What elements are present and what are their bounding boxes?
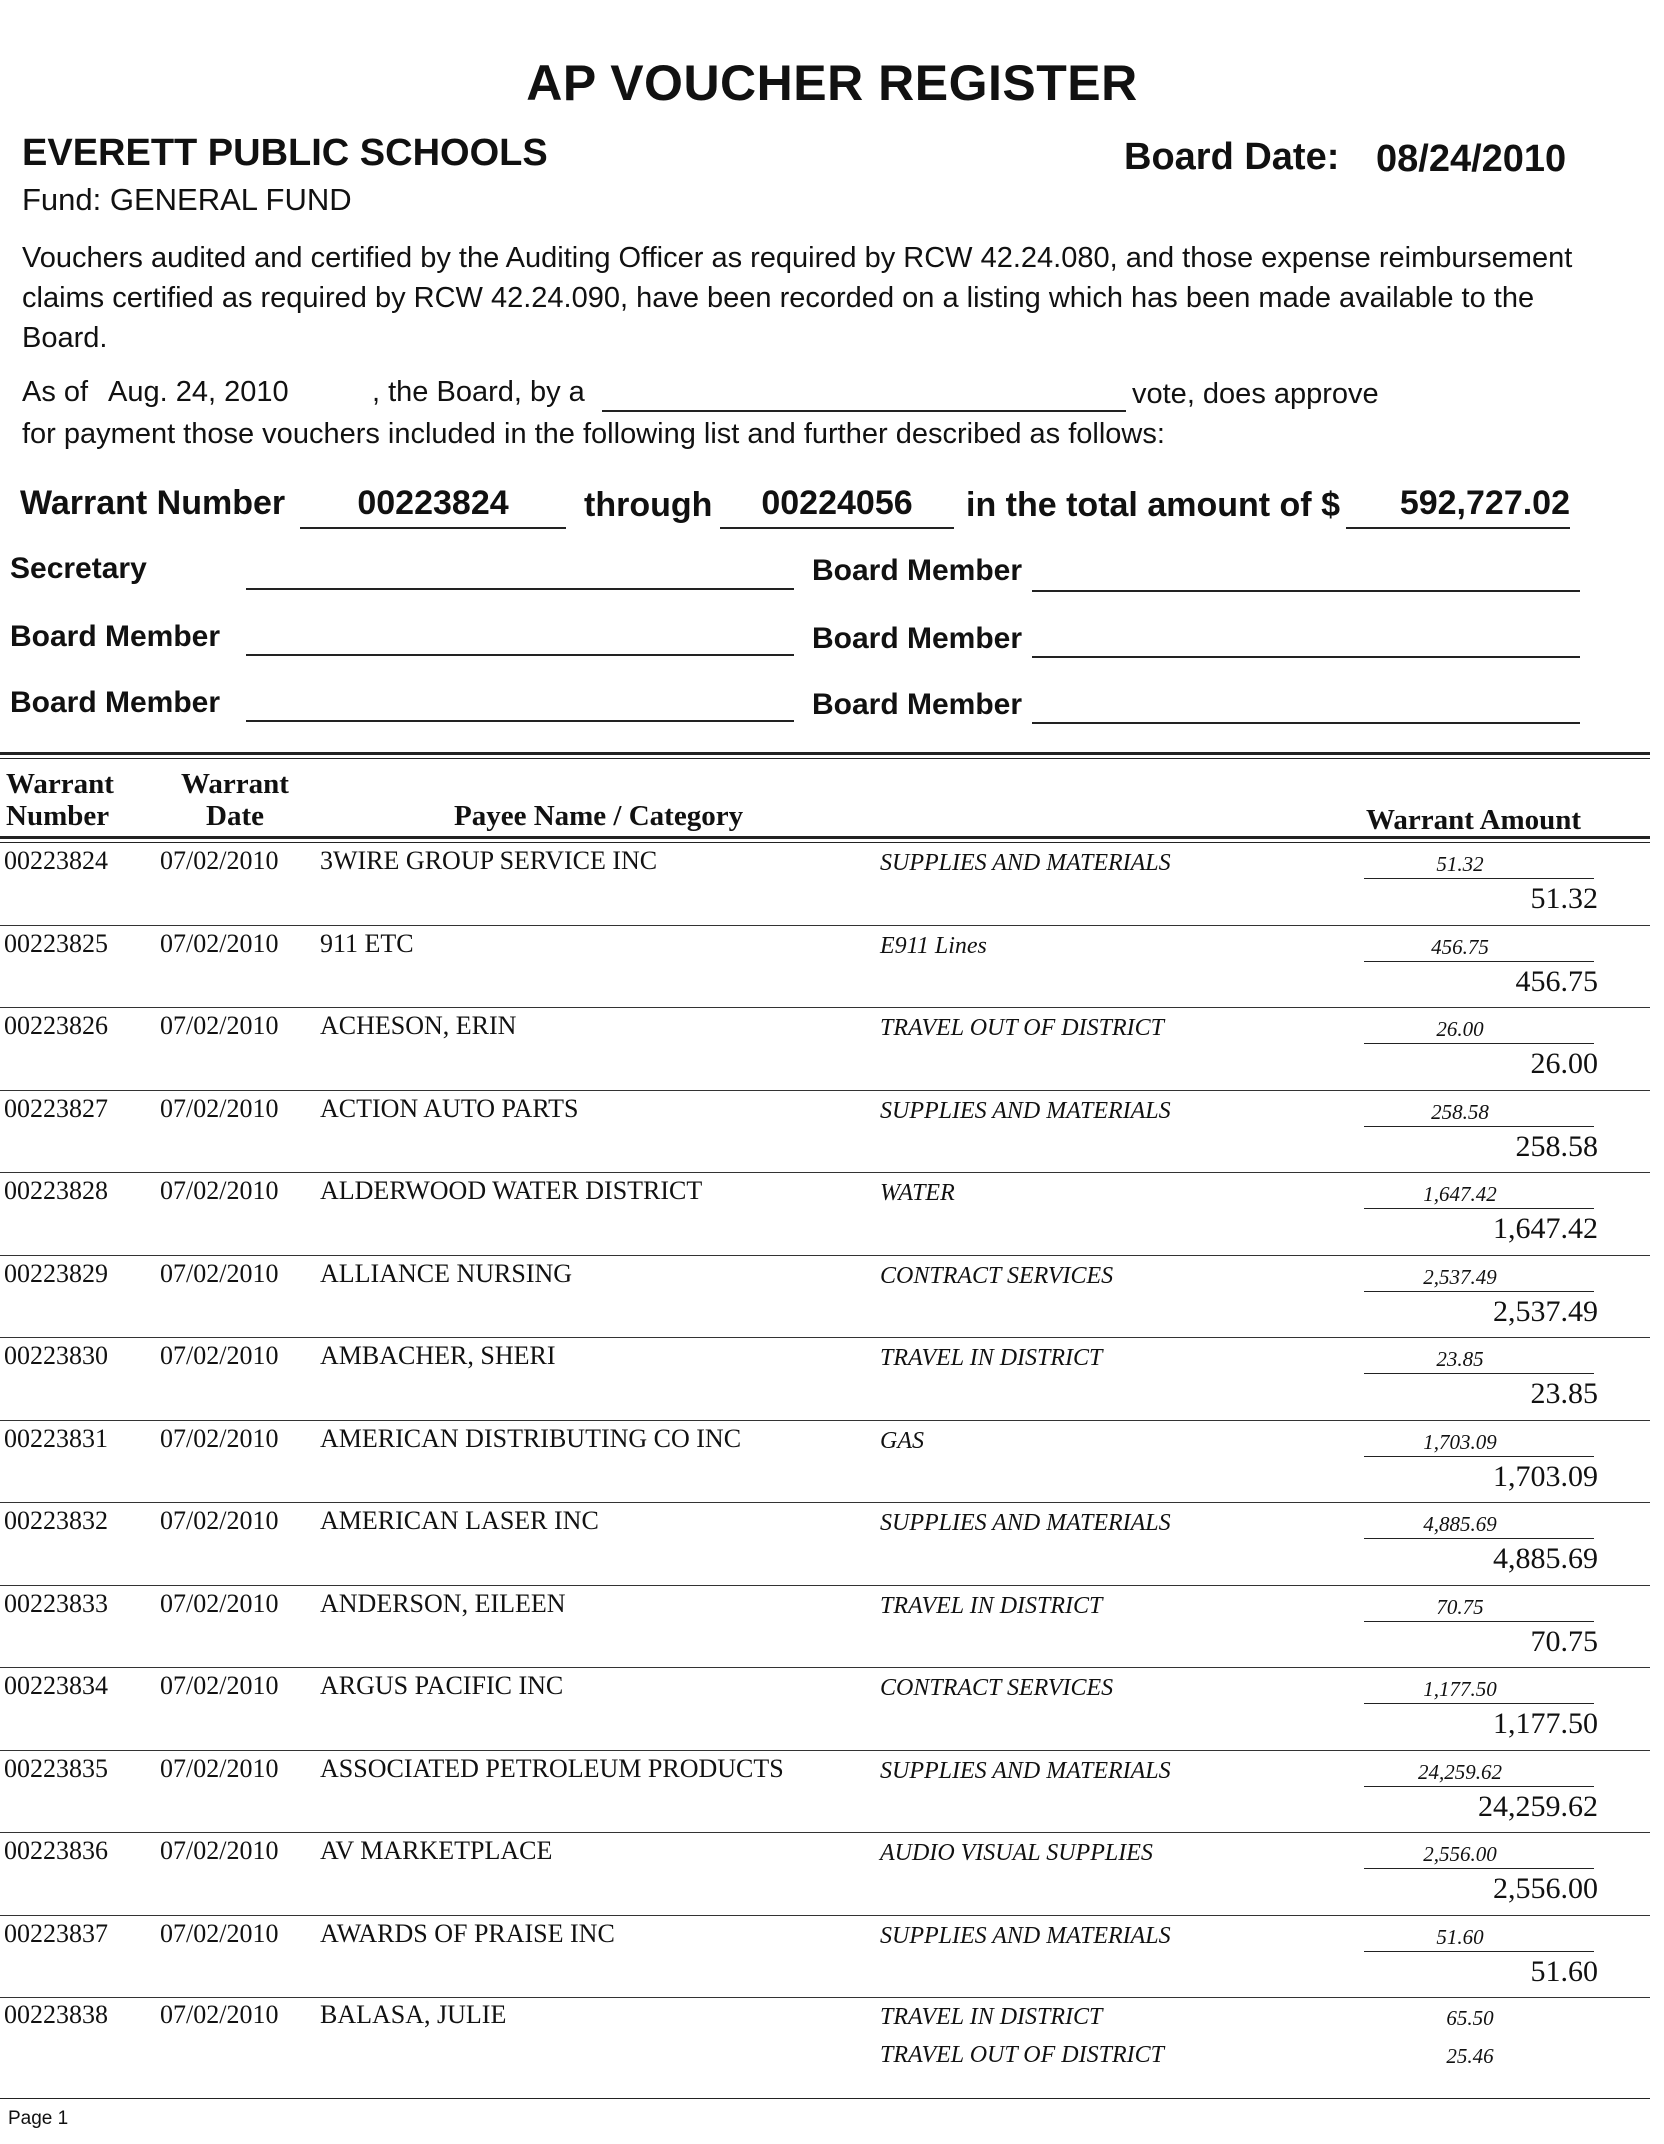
line-amount: 51.32 — [1436, 852, 1484, 876]
warrant-number: 00223834 — [4, 1671, 108, 1700]
payee-category: WATER — [880, 1180, 955, 1206]
payee-category: CONTRACT SERVICES — [880, 1262, 1114, 1289]
warrant-total: 51.60 — [1530, 1954, 1598, 1988]
through-label: through — [584, 486, 713, 524]
line-amount: 456.75 — [1431, 934, 1489, 959]
fund-label: Fund: GENERAL FUND — [22, 182, 352, 217]
row-divider — [0, 1915, 1650, 1916]
payee-name: ALDERWOOD WATER DISTRICT — [320, 1176, 703, 1205]
payee-name: ANDERSON, EILEEN — [320, 1588, 566, 1618]
payee-name: ACTION AUTO PARTS — [320, 1093, 579, 1123]
line-amount-underline — [1364, 1456, 1594, 1457]
payee-category: TRAVEL IN DISTRICT — [880, 1345, 1103, 1371]
board-date-label: Board Date: — [1124, 136, 1340, 178]
row-divider — [0, 1337, 1650, 1338]
line-amount-underline — [1364, 878, 1594, 879]
line-amount: 26.00 — [1436, 1017, 1484, 1041]
line-amount-underline — [1364, 1868, 1594, 1869]
warrant-number: 00223836 — [4, 1836, 108, 1865]
line-amount-underline — [1364, 1043, 1594, 1044]
warrant-date: 07/02/2010 — [160, 928, 279, 958]
payee-name: AWARDS OF PRAISE INC — [320, 1918, 615, 1948]
board-member-label: Board Member — [812, 554, 1023, 587]
board-member-signature-line — [246, 654, 794, 656]
warrant-date: 07/02/2010 — [160, 1258, 279, 1288]
warrant-date: 07/02/2010 — [160, 1093, 279, 1123]
warrant-number: 00223829 — [4, 1258, 108, 1288]
warrant-from: 00223824 — [300, 484, 566, 529]
page-number: Page 1 — [8, 2108, 69, 2129]
payee-name: 911 ETC — [320, 928, 414, 958]
row-divider — [0, 1750, 1650, 1751]
board-member-label: Board Member — [10, 620, 221, 653]
table-bottom-rule — [0, 2098, 1650, 2099]
payee-category: TRAVEL IN DISTRICT — [880, 1592, 1103, 1619]
column-header-payee: Payee Name / Category — [454, 800, 744, 832]
vote-blank-line — [602, 410, 1126, 412]
column-header-text: Warrant — [6, 768, 114, 800]
table-top-rule — [0, 758, 1650, 759]
warrant-number: 00223824 — [4, 846, 108, 875]
row-divider — [0, 1832, 1650, 1833]
warrant-date: 07/02/2010 — [160, 2000, 279, 2029]
warrant-total: 2,556.00 — [1493, 1872, 1598, 1905]
warrant-date: 07/02/2010 — [160, 1588, 279, 1618]
warrant-number: 00223837 — [4, 1918, 108, 1948]
as-of-date: Aug. 24, 2010 — [108, 376, 289, 408]
warrant-date: 07/02/2010 — [160, 1011, 279, 1040]
line-amount-underline — [1364, 1126, 1594, 1127]
payee-category: SUPPLIES AND MATERIALS — [880, 1097, 1171, 1124]
line-amount: 4,885.69 — [1423, 1512, 1497, 1536]
payment-text: for payment those vouchers included in the following list and further described as follows: — [22, 418, 1165, 450]
line-amount: 65.50 — [1446, 2006, 1494, 2030]
payee-category: CONTRACT SERVICES — [880, 1675, 1114, 1701]
column-header-warrant-number — [6, 768, 146, 832]
payee-name: AMERICAN LASER INC — [320, 1506, 599, 1535]
line-amount: 23.85 — [1436, 1347, 1484, 1371]
warrant-total: 2,537.49 — [1493, 1294, 1598, 1328]
line-amount: 1,177.50 — [1423, 1677, 1497, 1701]
board-member-signature-line — [1032, 656, 1580, 658]
payee-name: ASSOCIATED PETROLEUM PRODUCTS — [320, 1753, 784, 1783]
column-header-amount: Warrant Amount — [1366, 804, 1582, 836]
payee-category: SUPPLIES AND MATERIALS — [880, 1510, 1171, 1536]
warrant-total: 26.00 — [1530, 1047, 1598, 1080]
payee-name: BALASA, JULIE — [320, 2000, 507, 2029]
line-amount-underline — [1364, 1208, 1594, 1209]
warrant-date: 07/02/2010 — [160, 1506, 279, 1535]
warrant-total: 24,259.62 — [1478, 1789, 1598, 1823]
row-divider — [0, 1007, 1650, 1008]
payee-category: GAS — [880, 1427, 924, 1454]
warrant-date: 07/02/2010 — [160, 846, 279, 875]
board-member-signature-line — [1032, 590, 1580, 592]
line-amount-underline — [1364, 1703, 1594, 1704]
warrant-number: 00223830 — [4, 1341, 108, 1370]
column-header-text: Date — [206, 800, 264, 832]
board-by-text: , the Board, by a — [372, 376, 585, 408]
organization-name: EVERETT PUBLIC SCHOOLS — [22, 132, 548, 174]
column-header-warrant-date — [170, 768, 300, 832]
document-title: AP VOUCHER REGISTER — [526, 55, 1138, 111]
table-header-rule — [0, 836, 1650, 839]
warrant-date: 07/02/2010 — [160, 1176, 279, 1205]
warrant-number: 00223831 — [4, 1423, 108, 1453]
board-member-label: Board Member — [812, 688, 1023, 721]
column-header-text: Warrant — [181, 768, 289, 800]
line-amount: 1,703.09 — [1423, 1429, 1497, 1454]
warrant-date: 07/02/2010 — [160, 1836, 279, 1865]
line-amount: 70.75 — [1436, 1594, 1484, 1619]
board-member-label: Board Member — [10, 686, 221, 719]
payee-category: TRAVEL OUT OF DISTRICT — [880, 1015, 1164, 1041]
line-amount-underline — [1364, 1786, 1594, 1787]
row-divider — [0, 1255, 1650, 1256]
row-divider — [0, 1420, 1650, 1421]
warrant-number: 00223826 — [4, 1011, 108, 1040]
warrant-date: 07/02/2010 — [160, 1671, 279, 1700]
column-header-text: Number — [6, 800, 110, 832]
warrant-number: 00223828 — [4, 1176, 108, 1205]
warrant-total: 51.32 — [1530, 882, 1598, 915]
line-amount: 1,647.42 — [1423, 1182, 1497, 1206]
table-header-rule — [0, 842, 1650, 843]
row-divider — [0, 1585, 1650, 1586]
line-amount: 258.58 — [1431, 1099, 1489, 1124]
warrant-number: 00223825 — [4, 928, 108, 958]
warrant-number-label: Warrant Number — [20, 484, 286, 522]
secretary-signature-line — [246, 588, 794, 590]
board-date-value: 08/24/2010 — [1376, 138, 1567, 180]
payee-category: SUPPLIES AND MATERIALS — [880, 1922, 1171, 1949]
line-amount-underline — [1364, 1538, 1594, 1539]
payee-category: AUDIO VISUAL SUPPLIES — [880, 1840, 1153, 1866]
row-divider — [0, 1997, 1650, 1998]
total-amount: 592,727.02 — [1346, 484, 1570, 529]
line-amount: 2,537.49 — [1423, 1264, 1497, 1289]
row-divider — [0, 1172, 1650, 1173]
warrant-number: 00223838 — [4, 2000, 108, 2029]
warrant-number: 00223832 — [4, 1506, 108, 1535]
board-member-signature-line — [1032, 722, 1580, 724]
payee-category: SUPPLIES AND MATERIALS — [880, 850, 1171, 876]
payee-category: TRAVEL IN DISTRICT — [880, 2004, 1103, 2030]
line-amount-underline — [1364, 1373, 1594, 1374]
warrant-date: 07/02/2010 — [160, 1918, 279, 1948]
warrant-total: 23.85 — [1530, 1377, 1598, 1410]
warrant-date: 07/02/2010 — [160, 1423, 279, 1453]
line-amount-underline — [1364, 961, 1594, 962]
warrant-to: 00224056 — [720, 484, 954, 529]
warrant-number: 00223835 — [4, 1753, 108, 1783]
line-amount: 2,556.00 — [1423, 1842, 1497, 1866]
as-of-label: As of — [22, 376, 89, 408]
warrant-total: 258.58 — [1515, 1129, 1598, 1163]
warrant-number: 00223827 — [4, 1093, 108, 1123]
board-member-signature-line — [246, 720, 794, 722]
vote-approve-text: vote, does approve — [1132, 378, 1379, 410]
warrant-date: 07/02/2010 — [160, 1753, 279, 1783]
row-divider — [0, 925, 1650, 926]
warrant-date: 07/02/2010 — [160, 1341, 279, 1370]
warrant-total: 1,177.50 — [1493, 1707, 1598, 1740]
payee-name: 3WIRE GROUP SERVICE INC — [320, 846, 658, 875]
payee-category: SUPPLIES AND MATERIALS — [880, 1757, 1171, 1784]
payee-category: E911 Lines — [880, 932, 987, 959]
total-amount-label: in the total amount of $ — [966, 486, 1340, 524]
payee-name: AV MARKETPLACE — [320, 1836, 553, 1865]
payee-name: ARGUS PACIFIC INC — [320, 1671, 564, 1700]
payee-name: AMBACHER, SHERI — [320, 1341, 556, 1370]
warrant-total: 1,647.42 — [1493, 1212, 1598, 1245]
payee-name: AMERICAN DISTRIBUTING CO INC — [320, 1423, 742, 1453]
row-divider — [0, 1090, 1650, 1091]
row-divider — [0, 1667, 1650, 1668]
line-amount: 25.46 — [1446, 2044, 1494, 2068]
table-top-rule — [0, 752, 1650, 755]
payee-category: TRAVEL OUT OF DISTRICT — [880, 2042, 1164, 2068]
line-amount-underline — [1364, 1951, 1594, 1952]
row-divider — [0, 1502, 1650, 1503]
line-amount-underline — [1364, 1621, 1594, 1622]
certification-paragraph: Vouchers audited and certified by the Auditing Officer as required by RCW 42.24.080, and those expense reimbursement claims certified as required by RCW 42.24.090, have been recorded on a listing which has been made available to the Board. — [22, 242, 1573, 354]
warrant-total: 70.75 — [1530, 1624, 1598, 1658]
warrant-total: 456.75 — [1515, 964, 1598, 998]
warrant-total: 4,885.69 — [1493, 1542, 1598, 1575]
warrant-number: 00223833 — [4, 1588, 108, 1618]
line-amount: 51.60 — [1436, 1924, 1484, 1949]
warrant-total: 1,703.09 — [1493, 1459, 1598, 1493]
payee-name: ACHESON, ERIN — [320, 1011, 517, 1040]
payee-name: ALLIANCE NURSING — [320, 1258, 573, 1288]
secretary-label: Secretary — [10, 552, 147, 585]
line-amount: 24,259.62 — [1418, 1759, 1502, 1784]
line-amount-underline — [1364, 1291, 1594, 1292]
board-member-label: Board Member — [812, 622, 1023, 655]
